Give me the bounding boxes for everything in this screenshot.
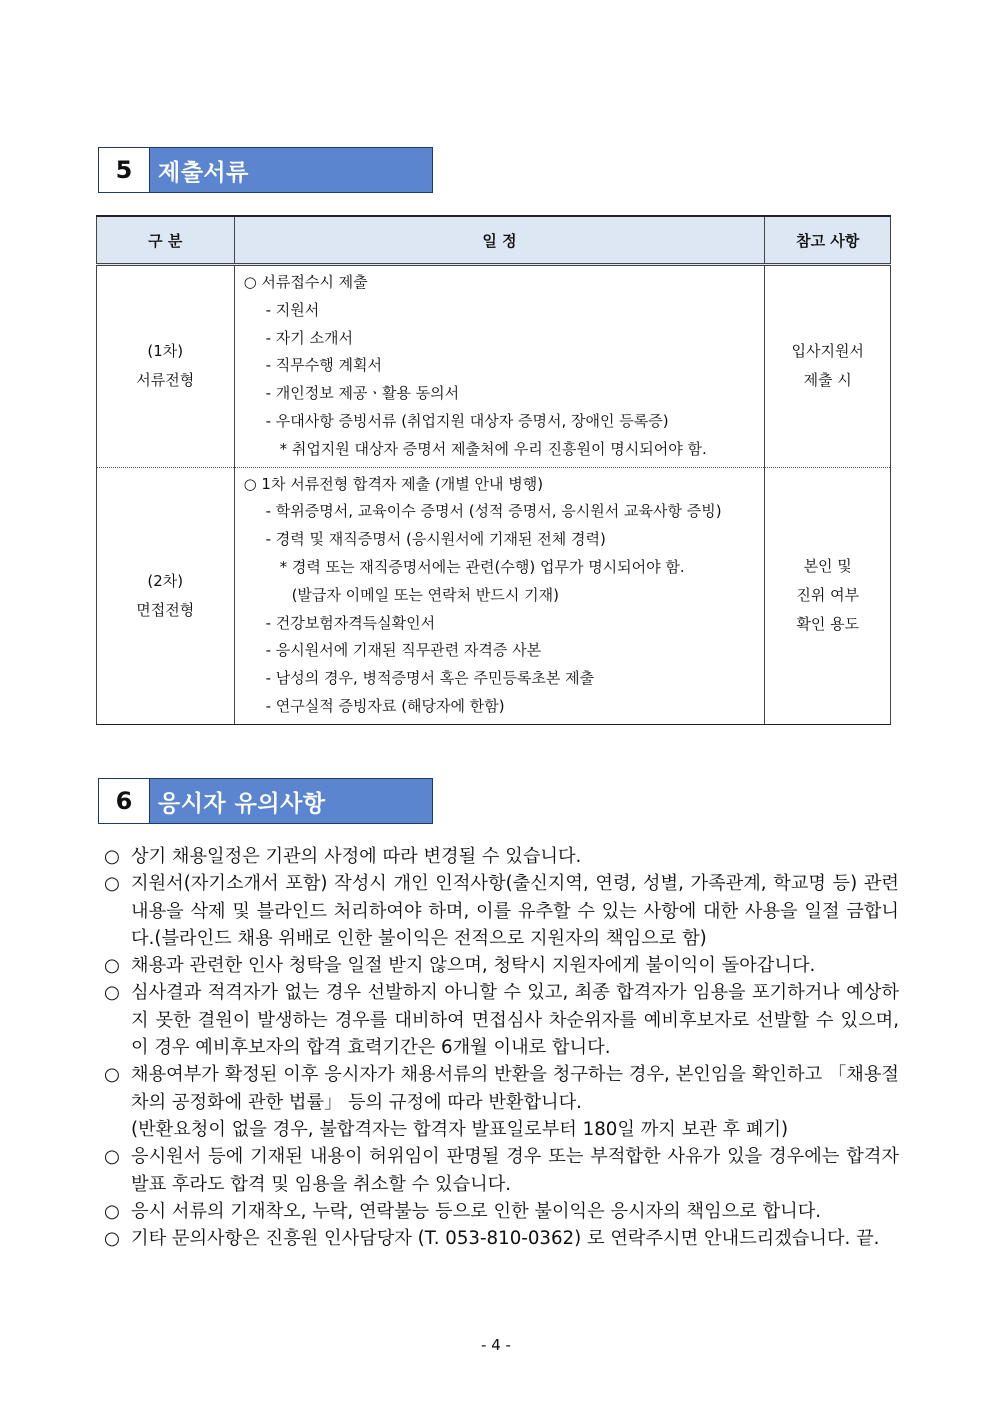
section-title: 응시자 유의사항 xyxy=(150,779,432,823)
circle-bullet: ○ xyxy=(104,873,120,895)
circle-bullet: ○ xyxy=(104,1228,120,1250)
note-text: 채용여부가 확정된 이후 응시자가 채용서류의 반환을 청구하는 경우, 본인임을 확인하고 「채용절차의 공정화에 관한 법률」 등의 규정에 따라 반환합니다. (반환요청이 없을 경우, 불합격자는 합격자 발표일로부터 180일 까지 보관 후 폐기) xyxy=(131,1064,899,1140)
list-item: * 취업지원 대상자 증명서 제출처에 우리 진흥원이 명시되어야 함. xyxy=(279,439,707,458)
note-text: 상기 채용일정은 기관의 사정에 따라 변경될 수 있습니다. xyxy=(131,846,582,867)
list-item xyxy=(104,952,899,979)
applicant-notes xyxy=(104,843,899,1252)
row-category: (1차) 서류전형 xyxy=(97,265,235,468)
circle-bullet: ○ xyxy=(104,846,120,867)
list-item xyxy=(104,1061,899,1143)
header-note: 참고 사항 xyxy=(765,216,891,265)
table-header-row xyxy=(97,216,891,265)
list-item xyxy=(104,870,899,952)
list-item xyxy=(104,1225,899,1252)
circle-bullet: ○ xyxy=(104,955,120,977)
list-item: - 자기 소개서 xyxy=(265,328,353,347)
note-text: 지원서(자기소개서 포함) 작성시 개인 인적사항(출신지역, 연령, 성별, 가족관계, 학교명 등) 관련 내용을 삭제 및 블라인드 처리하여야 하며, 이를 유추할 수 있는 사항에 대한 사용을 일절 금합니다.(블라인드 채용 위배로 인한 불이익은 전적으로 지원자의 책임으로 함) xyxy=(131,873,899,949)
table-row xyxy=(97,467,891,724)
documents-table xyxy=(96,215,891,725)
list-item: - 남성의 경우, 병적증명서 혹은 주민등록초본 제출 xyxy=(265,669,595,688)
circle-bullet: ○ xyxy=(104,982,120,1004)
section-6-header xyxy=(98,778,433,824)
note-text: 응시 서류의 기재착오, 누락, 연락불능 등으로 인한 불이익은 응시자의 책임으로 합니다. xyxy=(131,1200,822,1222)
list-item xyxy=(104,1143,899,1198)
row-note: 본인 및 진위 여부 확인 용도 xyxy=(765,467,891,724)
row-category: (2차) 면접전형 xyxy=(97,467,235,724)
list-item: - 건강보험자격득실확인서 xyxy=(265,613,436,632)
list-item: - 우대사항 증빙서류 (취업지원 대상자 증명서, 장애인 등록증) xyxy=(265,411,669,430)
list-item: - 개인정보 제공ㆍ활용 동의서 xyxy=(265,384,460,403)
list-item: ○ 서류접수시 제출 xyxy=(243,273,368,291)
list-item: ○ 1차 서류전형 합격자 제출 (개별 안내 병행) xyxy=(243,474,544,493)
list-item: - 연구실적 증빙자료 (해당자에 한함) xyxy=(265,696,505,715)
note-text: 채용과 관련한 인사 청탁을 일절 받지 않으며, 청탁시 지원자에게 불이익이 돌아갑니다. xyxy=(131,955,816,977)
note-text: 응시원서 등에 기재된 내용이 허위임이 판명될 경우 또는 부적합한 사유가 있을 경우에는 합격자 발표 후라도 합격 및 임용을 취소할 수 있습니다. xyxy=(131,1146,899,1195)
section-number: 5 xyxy=(99,148,150,192)
list-item: (발급자 이메일 또는 연락처 반드시 기재) xyxy=(291,585,559,604)
list-item: - 경력 및 재직증명서 (응시원서에 기재된 전체 경력) xyxy=(265,530,606,549)
circle-bullet: ○ xyxy=(104,1146,120,1168)
circle-bullet: ○ xyxy=(104,1200,120,1222)
page-number: - 4 - xyxy=(481,1336,511,1354)
row-note: 입사지원서 제출 시 xyxy=(765,265,891,468)
section-number: 6 xyxy=(99,779,150,823)
list-item: * 경력 또는 재직증명서에는 관련(수행) 업무가 명시되어야 함. xyxy=(279,557,685,576)
list-item xyxy=(104,979,899,1061)
table-row xyxy=(97,265,891,468)
list-item: - 직무수행 계획서 xyxy=(265,356,382,375)
row-items xyxy=(234,265,765,468)
circle-bullet: ○ xyxy=(104,1064,120,1086)
section-5-header xyxy=(98,147,433,193)
list-item xyxy=(104,1198,899,1225)
list-item: - 학위증명서, 교육이수 증명서 (성적 증명서, 응시원서 교육사항 증빙) xyxy=(265,502,722,521)
list-item: - 지원서 xyxy=(265,300,320,319)
note-text: 심사결과 적격자가 없는 경우 선발하지 아니할 수 있고, 최종 합격자가 임용을 포기하거나 예상하지 못한 결원이 발생하는 경우를 대비하여 면접심사 차순위자를 예비후보자로 선발할 수 있으며, 이 경우 예비후보자의 합격 효력기간은 6개월 이내로 합니다. xyxy=(131,982,899,1059)
header-schedule: 일 정 xyxy=(234,216,765,265)
section-title: 제출서류 xyxy=(150,148,432,192)
list-item: - 응시원서에 기재된 직무관련 자격증 사본 xyxy=(265,641,542,660)
list-item xyxy=(104,843,899,870)
note-text: 기타 문의사항은 진흥원 인사담당자 (T. 053-810-0362) 로 연락주시면 안내드리겠습니다. 끝. xyxy=(131,1228,880,1250)
row-items xyxy=(234,467,765,724)
header-category: 구 분 xyxy=(97,216,235,265)
